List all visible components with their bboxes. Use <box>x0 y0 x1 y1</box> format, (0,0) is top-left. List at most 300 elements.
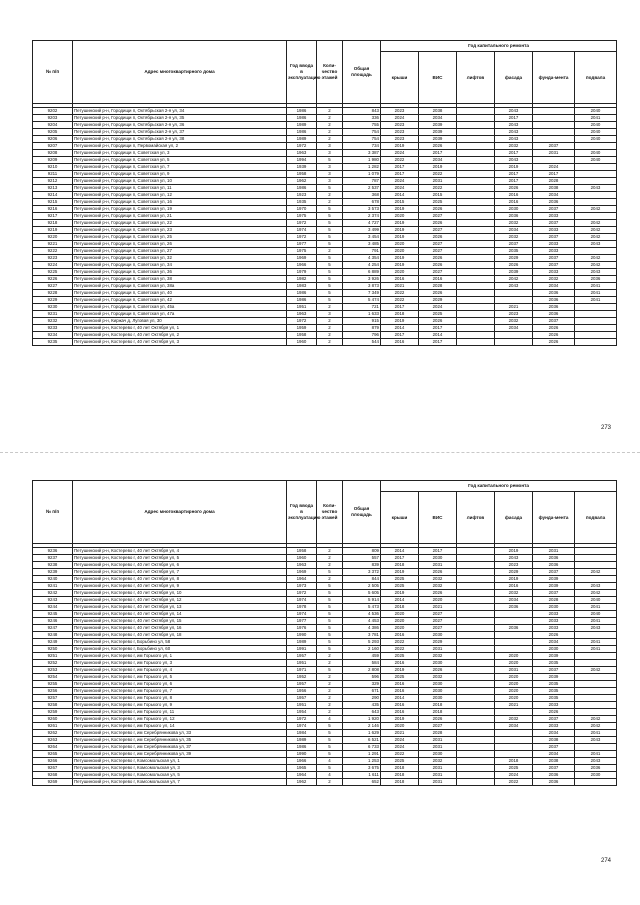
cell-no: 9256 <box>33 688 73 695</box>
cell-elevators <box>457 227 495 234</box>
cell-year: 1969 <box>287 255 317 262</box>
cell-area: 2 160 <box>343 646 381 653</box>
cell-floors: 5 <box>317 765 343 772</box>
cell-floors: 5 <box>317 625 343 632</box>
cell-year: 1986 <box>287 108 317 115</box>
table-row <box>33 716 617 723</box>
cell-no: 9234 <box>33 332 73 339</box>
cell-facade <box>495 646 533 653</box>
cell-foundation: 2037 <box>533 765 575 772</box>
cell-floors: 5 <box>317 290 343 297</box>
cell-year: 1951 <box>287 660 317 667</box>
table-row <box>33 562 617 569</box>
cell-address: Петушинский р-н, Городищи п, Советская ул, 25 <box>73 234 287 241</box>
cell-vis: 2030 <box>419 555 457 562</box>
cell-roof: 2020 <box>381 241 419 248</box>
cell-floors: 5 <box>317 157 343 164</box>
table-row <box>33 143 617 150</box>
cell-year: 1972 <box>287 716 317 723</box>
cell-vis: 2026 <box>419 290 457 297</box>
cell-facade: 2032 <box>495 143 533 150</box>
cell-vis: 2032 <box>419 653 457 660</box>
cell-area: 754 <box>343 136 381 143</box>
cell-facade: 2036 <box>495 625 533 632</box>
cell-no: 9258 <box>33 702 73 709</box>
cell-foundation: 2030 <box>533 604 575 611</box>
cell-no: 9221 <box>33 241 73 248</box>
cell-foundation: 2026 <box>533 339 575 346</box>
cell-vis: 2031 <box>419 744 457 751</box>
cell-address: Петушинский р-н, Городищи п, Советская ул, 21 <box>73 213 287 220</box>
cell-elevators <box>457 325 495 332</box>
cell-year: 1986 <box>287 129 317 136</box>
cell-elevators <box>457 667 495 674</box>
cell-roof: 2018 <box>381 604 419 611</box>
table-row <box>33 772 617 779</box>
cell-floors: 5 <box>317 611 343 618</box>
cell-elevators <box>457 772 495 779</box>
cell-foundation: 2036 <box>533 297 575 304</box>
col-foundation-header: фунда-мента <box>533 52 575 104</box>
cell-year: 1965 <box>287 765 317 772</box>
cell-roof: 2019 <box>381 206 419 213</box>
cell-facade <box>495 297 533 304</box>
cell-elevators <box>457 576 495 583</box>
table-row <box>33 157 617 164</box>
table-row <box>33 681 617 688</box>
page-number: 274 <box>601 858 612 864</box>
cell-vis: 2026 <box>419 206 457 213</box>
cell-area: 584 <box>343 660 381 667</box>
col-floors-header: Коли-чество этажей <box>317 41 343 104</box>
cell-roof: 2016 <box>381 660 419 667</box>
cell-vis: 2032 <box>419 674 457 681</box>
cell-foundation: 2026 <box>533 709 575 716</box>
cell-floors: 2 <box>317 304 343 311</box>
cell-address: Петушинский р-н, Костерево г, Борьбино ул, 58 <box>73 639 287 646</box>
cell-year: 1986 <box>287 290 317 297</box>
table-body <box>33 104 617 346</box>
cell-foundation: 2037 <box>533 206 575 213</box>
cell-no: 9213 <box>33 185 73 192</box>
cell-area: 3 485 <box>343 241 381 248</box>
cell-address: Петушинский р-н, Костерево г, 40 лет Октября ул, 2 <box>73 332 287 339</box>
cell-address: Петушинский р-н, Костерево г, 40 лет Октября ул, 5 <box>73 555 287 562</box>
cell-elevators <box>457 646 495 653</box>
cell-basement: 2041 <box>575 297 617 304</box>
cell-address: Петушинский р-н, Киржач д, Луговая ул, 30 <box>73 318 287 325</box>
cell-basement: 2043 <box>575 625 617 632</box>
cell-year: 1989 <box>287 122 317 129</box>
cell-floors: 2 <box>317 136 343 143</box>
cell-elevators <box>457 290 495 297</box>
cell-area: 544 <box>343 339 381 346</box>
cell-basement: 2043 <box>575 269 617 276</box>
cell-elevators <box>457 653 495 660</box>
cell-facade: 2020 <box>495 674 533 681</box>
cell-address: Петушинский р-н, Костерево г, Борьбино ул, 60 <box>73 646 287 653</box>
cell-elevators <box>457 555 495 562</box>
cell-foundation: 2033 <box>533 702 575 709</box>
cell-floors: 5 <box>317 283 343 290</box>
col-foundation-header: фунда-мента <box>533 492 575 544</box>
cell-vis: 2029 <box>419 639 457 646</box>
table-header <box>33 481 617 544</box>
cell-year: 1994 <box>287 157 317 164</box>
table-row <box>33 290 617 297</box>
cell-no: 9248 <box>33 632 73 639</box>
cell-no: 9264 <box>33 744 73 751</box>
cell-vis: 2017 <box>419 548 457 555</box>
table-row <box>33 667 617 674</box>
cell-vis: 2032 <box>419 758 457 765</box>
cell-area: 796 <box>343 332 381 339</box>
cell-address: Петушинский р-н, Костерево г, Комсомольская ул, 5 <box>73 772 287 779</box>
cell-basement <box>575 311 617 318</box>
cell-foundation: 2026 <box>533 332 575 339</box>
cell-floors: 5 <box>317 185 343 192</box>
cell-elevators <box>457 583 495 590</box>
cell-address: Петушинский р-н, Городищи п, Советская ул, 40 <box>73 290 287 297</box>
cell-no: 9223 <box>33 255 73 262</box>
cell-facade: 2020 <box>495 660 533 667</box>
cell-vis: 2027 <box>419 625 457 632</box>
cell-year: 1951 <box>287 702 317 709</box>
cell-roof: 2022 <box>381 297 419 304</box>
cell-floors: 5 <box>317 723 343 730</box>
cell-no: 9247 <box>33 625 73 632</box>
cell-elevators <box>457 765 495 772</box>
cell-area: 4 254 <box>343 262 381 269</box>
cell-vis: 2027 <box>419 227 457 234</box>
cell-address: Петушинский р-н, Костерево г, 40 лет Октября ул, 10 <box>73 590 287 597</box>
cell-year: 1963 <box>287 311 317 318</box>
cell-no: 9205 <box>33 129 73 136</box>
cell-address: Петушинский р-н, Костерево г, 40 лет Октября ул, 14 <box>73 611 287 618</box>
cell-foundation: 2033 <box>533 625 575 632</box>
cell-address: Петушинский р-н, Костерево г, 40 лет Октября ул, 16 <box>73 625 287 632</box>
cell-elevators <box>457 276 495 283</box>
cell-elevators <box>457 618 495 625</box>
cell-address: Петушинский р-н, Костерево г, им Горького ул, 14 <box>73 723 287 730</box>
cell-vis: 2030 <box>419 695 457 702</box>
cell-foundation: 2037 <box>533 744 575 751</box>
cell-area: 1 633 <box>343 311 381 318</box>
cell-no: 9219 <box>33 227 73 234</box>
cell-no: 9206 <box>33 136 73 143</box>
cell-roof: 2019 <box>381 590 419 597</box>
cell-address: Петушинский р-н, Костерево г, 40 лет Октября ул, 3 <box>73 339 287 346</box>
cell-basement: 2040 <box>575 157 617 164</box>
cell-year: 1969 <box>287 569 317 576</box>
cell-address: Петушинский р-н, Городищи п, Советская ул, 3 <box>73 150 287 157</box>
cell-basement: 2041 <box>575 618 617 625</box>
cell-no: 9244 <box>33 604 73 611</box>
cell-area: 2 374 <box>343 213 381 220</box>
cell-elevators <box>457 248 495 255</box>
cell-floors: 5 <box>317 730 343 737</box>
cell-address: Петушинский р-н, Городищи п, Советская ул, 7 <box>73 164 287 171</box>
cell-year: 1990 <box>287 632 317 639</box>
cell-year: 1958 <box>287 171 317 178</box>
cell-elevators <box>457 660 495 667</box>
cell-area: 1 282 <box>343 164 381 171</box>
cell-foundation: 2039 <box>533 583 575 590</box>
cell-facade <box>495 751 533 758</box>
cell-roof: 2025 <box>381 653 419 660</box>
cell-floors: 2 <box>317 695 343 702</box>
cell-no: 9226 <box>33 276 73 283</box>
cell-elevators <box>457 283 495 290</box>
cell-floors: 2 <box>317 318 343 325</box>
cell-year: 1956 <box>287 688 317 695</box>
cell-no: 9267 <box>33 765 73 772</box>
cell-foundation: 2026 <box>533 632 575 639</box>
cell-facade: 2035 <box>495 248 533 255</box>
cell-facade: 2042 <box>495 276 533 283</box>
cell-basement: 2041 <box>575 604 617 611</box>
cell-address: Петушинский р-н, Городищи п, Советская ул, 32 <box>73 255 287 262</box>
cell-basement: 2042 <box>575 220 617 227</box>
cell-year: 1977 <box>287 618 317 625</box>
cell-vis: 2026 <box>419 667 457 674</box>
cell-address: Петушинский р-н, Городищи п, Советская ул, 27 <box>73 248 287 255</box>
cell-elevators <box>457 143 495 150</box>
cell-year: 1989 <box>287 136 317 143</box>
cell-address: Петушинский р-н, Городищи п, Советская ул, 26 <box>73 241 287 248</box>
cell-roof: 2022 <box>381 751 419 758</box>
cell-year: 1970 <box>287 206 317 213</box>
cell-address: Петушинский р-н, Городищи п, Октябрьская 2-я ул, 38 <box>73 136 287 143</box>
cell-year: 1976 <box>287 625 317 632</box>
cell-area: 6 733 <box>343 744 381 751</box>
cell-no: 9255 <box>33 681 73 688</box>
cell-basement: 2036 <box>575 765 617 772</box>
cell-facade: 2020 <box>495 688 533 695</box>
cell-year: 1957 <box>287 653 317 660</box>
cell-no: 9245 <box>33 611 73 618</box>
cell-elevators <box>457 129 495 136</box>
cell-floors: 5 <box>317 639 343 646</box>
cell-vis: 2029 <box>419 297 457 304</box>
col-facade-header: фасада <box>495 52 533 104</box>
cell-no: 9211 <box>33 171 73 178</box>
cell-address: Петушинский р-н, Костерево г, Комсомольская ул, 1 <box>73 758 287 765</box>
cell-area: 336 <box>343 115 381 122</box>
cell-area: 2 808 <box>343 667 381 674</box>
table-row <box>33 185 617 192</box>
cell-elevators <box>457 625 495 632</box>
cell-floors: 2 <box>317 562 343 569</box>
cell-basement: 2043 <box>575 737 617 744</box>
cell-elevators <box>457 339 495 346</box>
cell-year: 1958 <box>287 332 317 339</box>
cell-foundation: 2033 <box>533 248 575 255</box>
cell-vis: 2027 <box>419 723 457 730</box>
cell-roof: 2023 <box>381 122 419 129</box>
cell-roof: 2019 <box>381 255 419 262</box>
cell-address: Петушинский р-н, Костерево г, им Горького ул, 11 <box>73 709 287 716</box>
cell-facade: 2022 <box>495 779 533 786</box>
table-row <box>33 688 617 695</box>
cell-floors: 5 <box>317 255 343 262</box>
cell-vis: 2030 <box>419 688 457 695</box>
cell-area: 3 781 <box>343 632 381 639</box>
cell-facade: 2017 <box>495 115 533 122</box>
cell-floors: 2 <box>317 674 343 681</box>
cell-basement: 2043 <box>575 185 617 192</box>
cell-elevators <box>457 737 495 744</box>
cell-floors: 5 <box>317 597 343 604</box>
cell-address: Петушинский р-н, Городищи п, Советская ул, 5 <box>73 157 287 164</box>
cell-basement <box>575 779 617 786</box>
cell-address: Петушинский р-н, Городищи п, Советская ул, 34 <box>73 262 287 269</box>
cell-foundation: 2033 <box>533 723 575 730</box>
cell-roof: 2014 <box>381 548 419 555</box>
cell-roof: 2017 <box>381 164 419 171</box>
cell-facade: 2043 <box>495 136 533 143</box>
cell-year: 1963 <box>287 562 317 569</box>
cell-foundation: 2028 <box>533 597 575 604</box>
table-row <box>33 646 617 653</box>
cell-vis: 2031 <box>419 779 457 786</box>
cell-foundation: 2038 <box>533 737 575 744</box>
cell-roof: 2018 <box>381 562 419 569</box>
cell-vis: 2027 <box>419 241 457 248</box>
cell-year: 1974 <box>287 597 317 604</box>
cell-address: Петушинский р-н, Городищи п, Советская ул, 23 <box>73 227 287 234</box>
cell-foundation: 2036 <box>533 562 575 569</box>
cell-no: 9214 <box>33 192 73 199</box>
cell-floors: 2 <box>317 108 343 115</box>
cell-floors: 2 <box>317 681 343 688</box>
cell-area: 1 920 <box>343 716 381 723</box>
cell-roof: 2016 <box>381 632 419 639</box>
cell-roof: 2014 <box>381 695 419 702</box>
cell-elevators <box>457 262 495 269</box>
cell-floors: 5 <box>317 276 343 283</box>
cell-year: 1974 <box>287 723 317 730</box>
table-row <box>33 590 617 597</box>
cell-address: Петушинский р-н, Городищи п, Первомайская ул, 2 <box>73 143 287 150</box>
cell-vis: 2027 <box>419 611 457 618</box>
cell-area: 844 <box>343 576 381 583</box>
cell-facade: 2017 <box>495 178 533 185</box>
page-number: 273 <box>601 425 612 431</box>
cell-roof: 2018 <box>381 311 419 318</box>
cell-address: Петушинский р-н, Костерево г, 40 лет Октября ул, 6 <box>73 562 287 569</box>
cell-facade <box>495 709 533 716</box>
cell-roof: 2025 <box>381 758 419 765</box>
cell-area: 1 291 <box>343 751 381 758</box>
cell-basement <box>575 702 617 709</box>
cell-roof: 2018 <box>381 765 419 772</box>
cell-floors: 2 <box>317 576 343 583</box>
cell-year: 1984 <box>287 730 317 737</box>
cell-elevators <box>457 695 495 702</box>
cell-floors: 5 <box>317 206 343 213</box>
cell-no: 9266 <box>33 758 73 765</box>
cell-vis: 2015 <box>419 192 457 199</box>
cell-vis: 2026 <box>419 234 457 241</box>
cell-basement: 2042 <box>575 227 617 234</box>
cell-no: 9203 <box>33 115 73 122</box>
cell-facade: 2016 <box>495 199 533 206</box>
cell-roof: 2022 <box>381 646 419 653</box>
cell-facade: 2026 <box>495 262 533 269</box>
cell-year: 1979 <box>287 269 317 276</box>
table-row <box>33 318 617 325</box>
cell-vis: 2027 <box>419 269 457 276</box>
table-row <box>33 192 617 199</box>
cell-vis: 2030 <box>419 681 457 688</box>
cell-year: 1964 <box>287 772 317 779</box>
cell-elevators <box>457 562 495 569</box>
cell-year: 1964 <box>287 576 317 583</box>
cell-no: 9240 <box>33 576 73 583</box>
cell-facade <box>495 639 533 646</box>
cell-area: 2 146 <box>343 723 381 730</box>
cell-elevators <box>457 115 495 122</box>
cell-vis: 2032 <box>419 583 457 590</box>
cell-year: 1935 <box>287 199 317 206</box>
cell-year: 1982 <box>287 276 317 283</box>
cell-floors: 5 <box>317 751 343 758</box>
cell-area: 809 <box>343 548 381 555</box>
page-separator <box>0 452 640 453</box>
cell-no: 9232 <box>33 318 73 325</box>
col-vis-header: ВИС <box>419 52 457 104</box>
cell-address: Петушинский р-н, Городищи п, Советская ул, 16 <box>73 199 287 206</box>
cell-facade: 2032 <box>495 318 533 325</box>
cell-elevators <box>457 192 495 199</box>
cell-vis: 2030 <box>419 660 457 667</box>
cell-roof: 2022 <box>381 157 419 164</box>
cell-address: Петушинский р-н, Костерево г, 40 лет Октября ул, 13 <box>73 604 287 611</box>
cell-basement: 2041 <box>575 639 617 646</box>
cell-no: 9222 <box>33 248 73 255</box>
cell-address: Петушинский р-н, Костерево г, им Горького ул, 6 <box>73 681 287 688</box>
cell-vis: 2017 <box>419 150 457 157</box>
cell-vis: 2027 <box>419 618 457 625</box>
cell-basement: 2041 <box>575 115 617 122</box>
cell-facade: 2021 <box>495 304 533 311</box>
cell-foundation: 2039 <box>533 576 575 583</box>
cell-address: Петушинский р-н, Городищи п, Советская ул, 19 <box>73 206 287 213</box>
table-row <box>33 751 617 758</box>
cell-year: 1986 <box>287 185 317 192</box>
cell-area: 652 <box>343 779 381 786</box>
housing-table <box>32 40 617 346</box>
cell-elevators <box>457 136 495 143</box>
cell-roof: 2019 <box>381 716 419 723</box>
cell-floors: 4 <box>317 772 343 779</box>
cell-floors: 2 <box>317 688 343 695</box>
cell-foundation: 2033 <box>533 269 575 276</box>
cell-vis: 2034 <box>419 115 457 122</box>
cell-year: 1972 <box>287 220 317 227</box>
cell-floors: 5 <box>317 618 343 625</box>
cell-year: 1975 <box>287 248 317 255</box>
cell-vis: 2018 <box>419 709 457 716</box>
cell-basement: 2043 <box>575 583 617 590</box>
table-row <box>33 702 617 709</box>
cell-vis: 2026 <box>419 716 457 723</box>
cell-foundation: 2037 <box>533 590 575 597</box>
cell-year: 1974 <box>287 611 317 618</box>
table-row <box>33 765 617 772</box>
cell-facade <box>495 632 533 639</box>
